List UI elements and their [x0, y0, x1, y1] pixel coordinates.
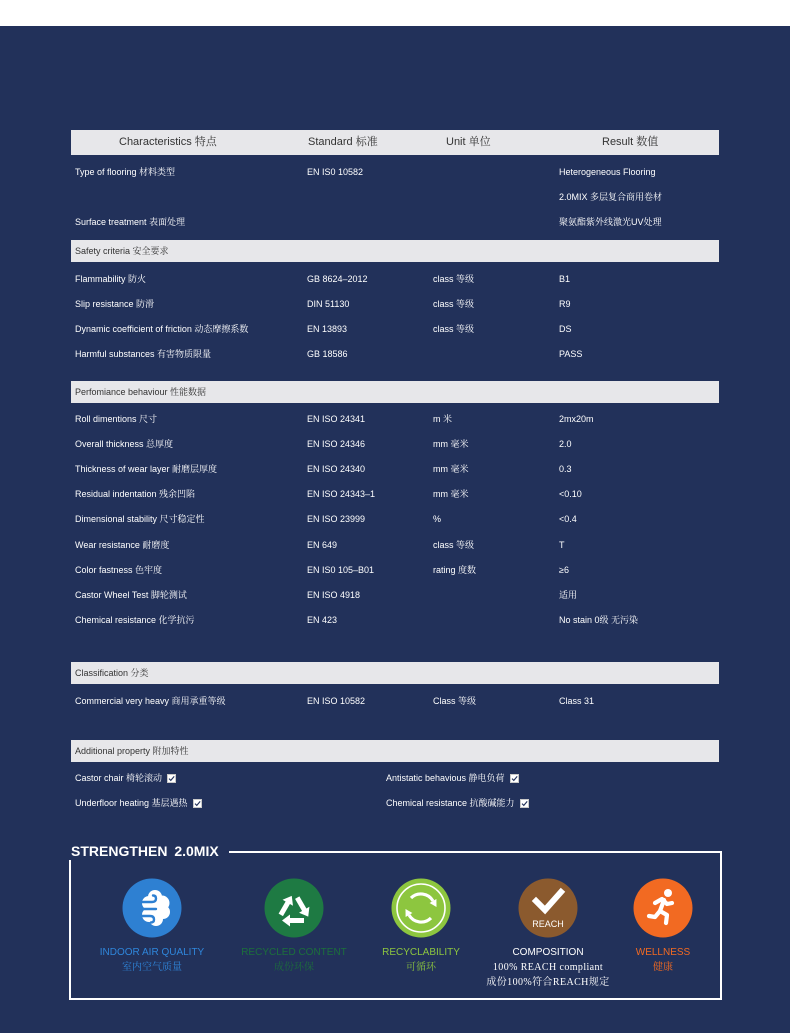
table-row: [0, 539, 790, 551]
result-cell: 适用: [559, 590, 578, 600]
strength-subtitle: 可循环: [406, 962, 436, 973]
result-cell: PASS: [559, 349, 583, 359]
section-classification: [71, 662, 719, 684]
standard-cell: EN 423: [307, 615, 338, 625]
result-cell: 2mx20m: [559, 414, 594, 424]
top-white-strip: [0, 0, 790, 26]
result-cell: 0.3: [559, 464, 572, 474]
standard-cell: EN 649: [307, 540, 338, 550]
characteristic-cell: Type of flooring 材料类型: [75, 167, 176, 177]
reach-checkmark-icon: [518, 878, 578, 938]
unit-cell: %: [433, 514, 442, 524]
result-cell: Class 31: [559, 696, 595, 706]
strength-label-indoor-air: [82, 945, 222, 975]
section-title: Perfomiance behaviour 性能数据: [75, 387, 207, 397]
standard-cell: EN ISO 24346: [307, 439, 366, 449]
result-cell: Heterogeneous Flooring: [559, 167, 656, 177]
strength-title: RECYCLABILITY: [382, 947, 460, 958]
circular-arrows-icon: [391, 878, 451, 938]
additional-item-underfloor-heating: [75, 797, 202, 809]
unit-cell: class 等级: [433, 274, 475, 284]
result-cell: ≥6: [559, 565, 569, 575]
table-row: [0, 488, 790, 500]
strength-subtitle: 室内空气质量: [122, 962, 182, 973]
additional-item-label: Underfloor heating 基层遇热: [75, 798, 188, 808]
strength-label-recyclability: [351, 945, 491, 975]
air-quality-icon: [122, 878, 182, 938]
standard-cell: EN ISO 10582: [307, 696, 366, 706]
additional-item-castor-chair: [75, 772, 176, 784]
checkbox-checked-icon: [167, 774, 176, 783]
strength-subtitle: 成份环保: [274, 962, 314, 973]
table-row: [0, 216, 790, 228]
characteristic-cell: Surface treatment 表面处理: [75, 217, 186, 227]
table-row: [0, 298, 790, 310]
characteristic-cell: Overall thickness 总厚度: [75, 439, 174, 449]
characteristic-cell: Flammability 防火: [75, 274, 147, 284]
unit-cell: Class 等级: [433, 696, 477, 706]
strength-title: COMPOSITION: [512, 947, 584, 958]
strength-title: INDOOR AIR QUALITY: [99, 947, 205, 958]
characteristic-cell: Color fastness 色牢度: [75, 565, 163, 575]
strength-title: RECYCLED CONTENT: [241, 947, 347, 958]
section-additional-property: [71, 740, 719, 762]
result-cell: R9: [559, 299, 571, 309]
table-row: [0, 564, 790, 576]
section-performance-behaviour: [71, 381, 719, 403]
section-safety-criteria: [71, 240, 719, 262]
result-cell: No stain 0级 无污染: [559, 615, 639, 625]
table-row: [0, 463, 790, 475]
additional-item-chemical-resistance: [386, 797, 529, 809]
standard-cell: EN 13893: [307, 324, 348, 334]
additional-item-label: Chemical resistance 抗酸碱能力: [386, 798, 515, 808]
standard-cell: EN ISO 24343–1: [307, 489, 376, 499]
unit-cell: class 等级: [433, 540, 475, 550]
strengthen-title: STRENGTHEN 2.0MIX: [62, 842, 229, 860]
standard-cell: EN ISO 4918: [307, 590, 361, 600]
header-unit: Unit 单位: [446, 136, 491, 148]
standard-cell: EN ISO 24341: [307, 414, 366, 424]
characteristic-cell: Commercial very heavy 商用承重等级: [75, 696, 226, 706]
header-characteristics: Characteristics 特点: [119, 136, 217, 148]
recycle-icon: [264, 878, 324, 938]
characteristic-cell: Harmful substances 有害物质限量: [75, 349, 212, 359]
table-row: [0, 166, 790, 178]
characteristic-cell: Roll dimentions 尺寸: [75, 414, 158, 424]
table-row: [0, 273, 790, 285]
result-cell: T: [559, 540, 565, 550]
strength-label-wellness: [593, 945, 733, 975]
result-cell: B1: [559, 274, 571, 284]
characteristic-cell: Slip resistance 防滑: [75, 299, 155, 309]
strength-label-recycled-content: [224, 945, 364, 975]
strength-subtitle-cn: 成份100%符合REACH规定: [486, 977, 610, 988]
header-result: Result 数值: [602, 136, 659, 148]
table-row: [0, 695, 790, 707]
additional-item-label: Castor chair 椅轮滚动: [75, 773, 163, 783]
result-cell: <0.10: [559, 489, 582, 499]
standard-cell: GB 18586: [307, 349, 348, 359]
standard-cell: EN IS0 105–B01: [307, 565, 375, 575]
characteristic-cell: Residual indentation 残余凹陷: [75, 489, 196, 499]
standard-cell: DIN 51130: [307, 299, 350, 309]
strength-subtitle: 健康: [653, 962, 673, 973]
standard-cell: GB 8624–2012: [307, 274, 368, 284]
result-cell: <0.4: [559, 514, 577, 524]
unit-cell: m 米: [433, 414, 452, 424]
unit-cell: class 等级: [433, 299, 475, 309]
section-title: Safety criteria 安全要求: [75, 246, 169, 256]
additional-item-label: Antistatic behavious 静电负荷: [386, 773, 505, 783]
table-row: [0, 438, 790, 450]
table-row: [0, 348, 790, 360]
unit-cell: mm 毫米: [433, 439, 469, 449]
section-title: Classification 分类: [75, 668, 149, 678]
reach-icon-text: REACH: [532, 919, 564, 929]
checkbox-checked-icon: [193, 799, 202, 808]
characteristic-cell: Dimensional stability 尺寸稳定性: [75, 514, 205, 524]
standard-cell: EN ISO 23999: [307, 514, 366, 524]
result-cell: 聚氨酯紫外线激光UV处理: [559, 217, 662, 227]
characteristic-cell: Wear resistance 耐磨度: [75, 540, 170, 550]
characteristic-cell: Dynamic coefficient of friction 动态摩擦系数: [75, 324, 249, 334]
table-row: [0, 323, 790, 335]
result-cell: 2.0: [559, 439, 572, 449]
section-title: Additional property 附加特性: [75, 746, 189, 756]
result-cell: 2.0MIX 多层复合商用卷材: [559, 192, 663, 202]
table-row: [0, 614, 790, 626]
table-header: [71, 130, 719, 155]
checkbox-checked-icon: [510, 774, 519, 783]
strength-subtitle: 100% REACH compliant: [492, 962, 604, 973]
characteristic-cell: Chemical resistance 化学抗污: [75, 615, 195, 625]
unit-cell: mm 毫米: [433, 464, 469, 474]
characteristic-cell: Thickness of wear layer 耐磨层厚度: [75, 464, 218, 474]
unit-cell: mm 毫米: [433, 489, 469, 499]
strength-title: WELLNESS: [635, 947, 691, 958]
unit-cell: rating 度数: [433, 565, 477, 575]
standard-cell: EN IS0 10582: [307, 167, 364, 177]
characteristic-cell: Castor Wheel Test 脚轮测试: [75, 590, 187, 600]
table-row: [0, 413, 790, 425]
standard-cell: EN ISO 24340: [307, 464, 366, 474]
header-standard: Standard 标准: [308, 136, 378, 148]
table-row: [0, 191, 790, 203]
additional-item-antistatic: [386, 772, 519, 784]
running-person-icon: [633, 878, 693, 938]
unit-cell: class 等级: [433, 324, 475, 334]
result-cell: DS: [559, 324, 572, 334]
table-row: [0, 589, 790, 601]
checkbox-checked-icon: [520, 799, 529, 808]
table-row: [0, 513, 790, 525]
